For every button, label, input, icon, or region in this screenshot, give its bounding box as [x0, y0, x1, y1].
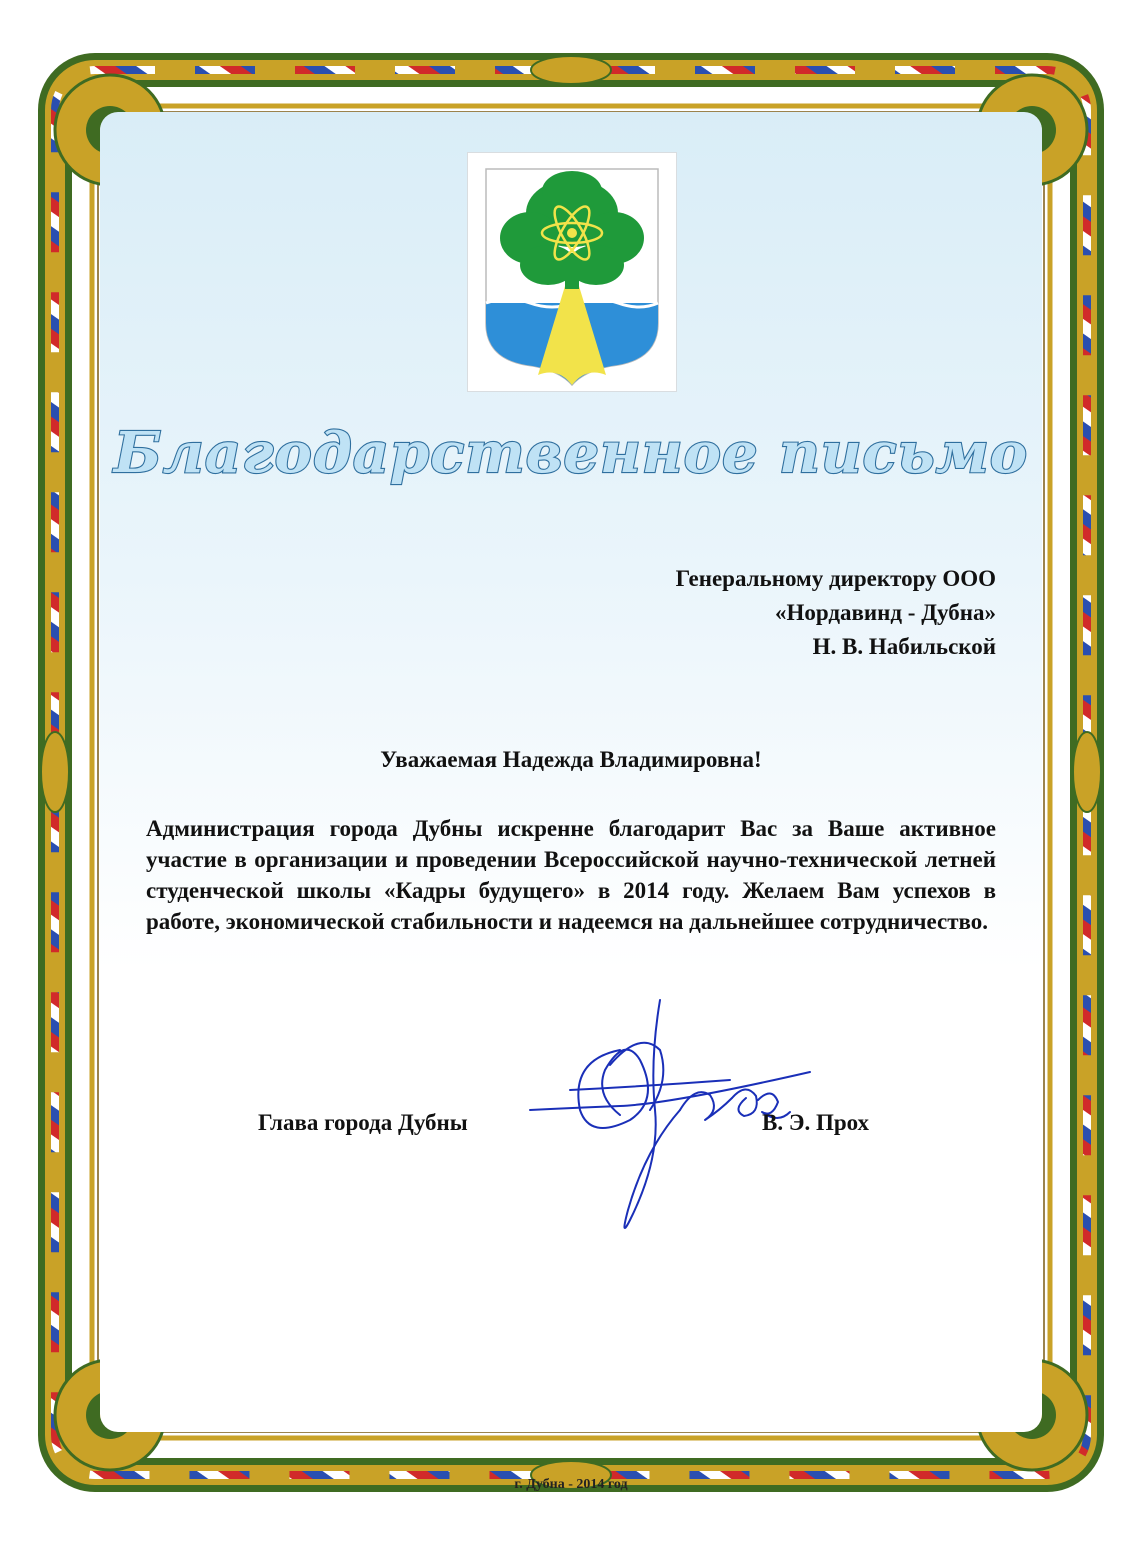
addressee-block	[676, 562, 996, 664]
signatory-name: В. Э. Прох	[762, 1110, 870, 1135]
coat-of-arms-icon	[468, 153, 676, 391]
signatory-role: Глава города Дубны	[258, 1110, 468, 1135]
place-and-year: г. Дубна - 2014 год	[514, 1477, 628, 1492]
letter-title	[113, 408, 1029, 498]
addressee-position: Генеральному директору ООО	[675, 566, 996, 591]
addressee-company: «Нордавинд - Дубна»	[774, 600, 996, 625]
city-emblem	[467, 152, 677, 392]
letter-title-text: Благодарственное письмо	[113, 420, 1029, 486]
letter-body: Администрация города Дубны искренне благодарит Вас за Ваше активное участие в организации и проведении Всероссийской научно-технической летней студенческой школы «Кадры будущего» в 2014 году. Желаем Вам успехов в работе, экономической стабильности и надеемся на дальнейшее сотрудничество.	[146, 816, 996, 934]
greeting: Уважаемая Надежда Владимировна!	[380, 747, 762, 772]
addressee-name: Н. В. Набильской	[812, 634, 996, 659]
